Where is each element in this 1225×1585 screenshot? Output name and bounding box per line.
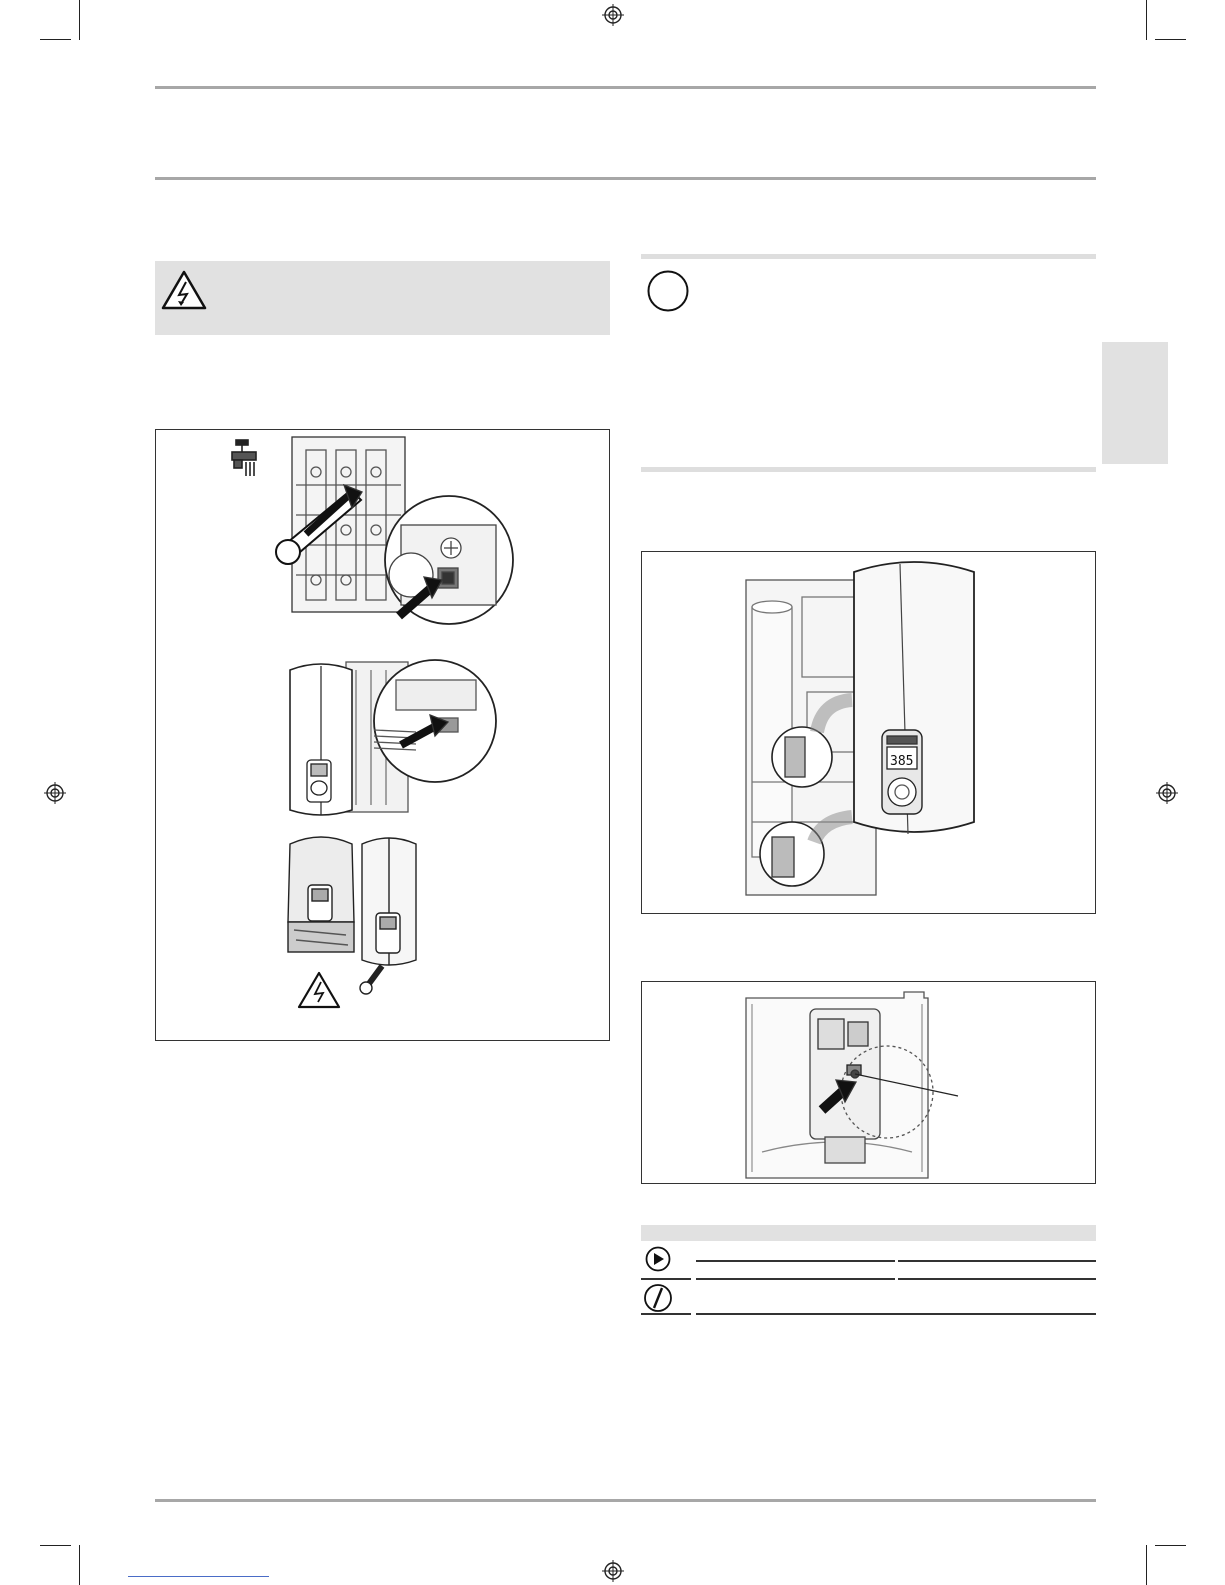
crop-mark-br-h: [1155, 1545, 1186, 1546]
electric-shock-warning-icon: [299, 973, 339, 1007]
table-line: [898, 1278, 1096, 1280]
figure-installation-steps: [155, 429, 610, 1041]
crop-mark-tr-v: [1146, 0, 1147, 40]
registration-mark-icon: [602, 4, 624, 26]
table-line: [641, 1278, 691, 1280]
registration-mark-icon: [44, 782, 66, 804]
table-line: [696, 1260, 895, 1262]
header-rule-top: [155, 86, 1096, 89]
play-button-icon: [645, 1246, 671, 1272]
danger-warning-box: [155, 261, 610, 335]
table-line: [898, 1260, 1096, 1262]
figure-appliance-interior: [641, 981, 1096, 1184]
water-tap-icon: [232, 440, 256, 476]
crop-mark-tl-h: [40, 39, 71, 40]
crop-mark-tl-v: [79, 0, 80, 40]
crop-mark-tr-h: [1155, 39, 1186, 40]
chapter-side-tab: [1102, 342, 1168, 464]
info-bar-top: [641, 254, 1096, 259]
slash-tool-icon: [643, 1283, 673, 1313]
crop-mark-bl-v: [79, 1545, 80, 1585]
info-circle-icon: [646, 269, 690, 313]
figure-appliance-front: [641, 551, 1096, 914]
link-underline[interactable]: [128, 1576, 269, 1577]
table-line: [696, 1313, 1096, 1315]
appliance-cover-drawing: [288, 837, 416, 1007]
appliance-connector-drawing: [290, 660, 496, 815]
registration-mark-icon: [602, 1560, 624, 1582]
table-line: [696, 1278, 895, 1280]
crop-mark-br-v: [1146, 1545, 1147, 1585]
terminal-panel-drawing: [276, 437, 513, 624]
table-header-bar: [641, 1225, 1096, 1241]
display-reading: 385: [890, 754, 914, 769]
info-bar-bottom: [641, 467, 1096, 472]
crop-mark-bl-h: [40, 1545, 71, 1546]
table-line: [641, 1313, 691, 1315]
electric-shock-warning-icon: [160, 269, 208, 311]
footer-rule: [155, 1499, 1096, 1502]
registration-mark-icon: [1156, 782, 1178, 804]
header-rule-bottom: [155, 177, 1096, 180]
